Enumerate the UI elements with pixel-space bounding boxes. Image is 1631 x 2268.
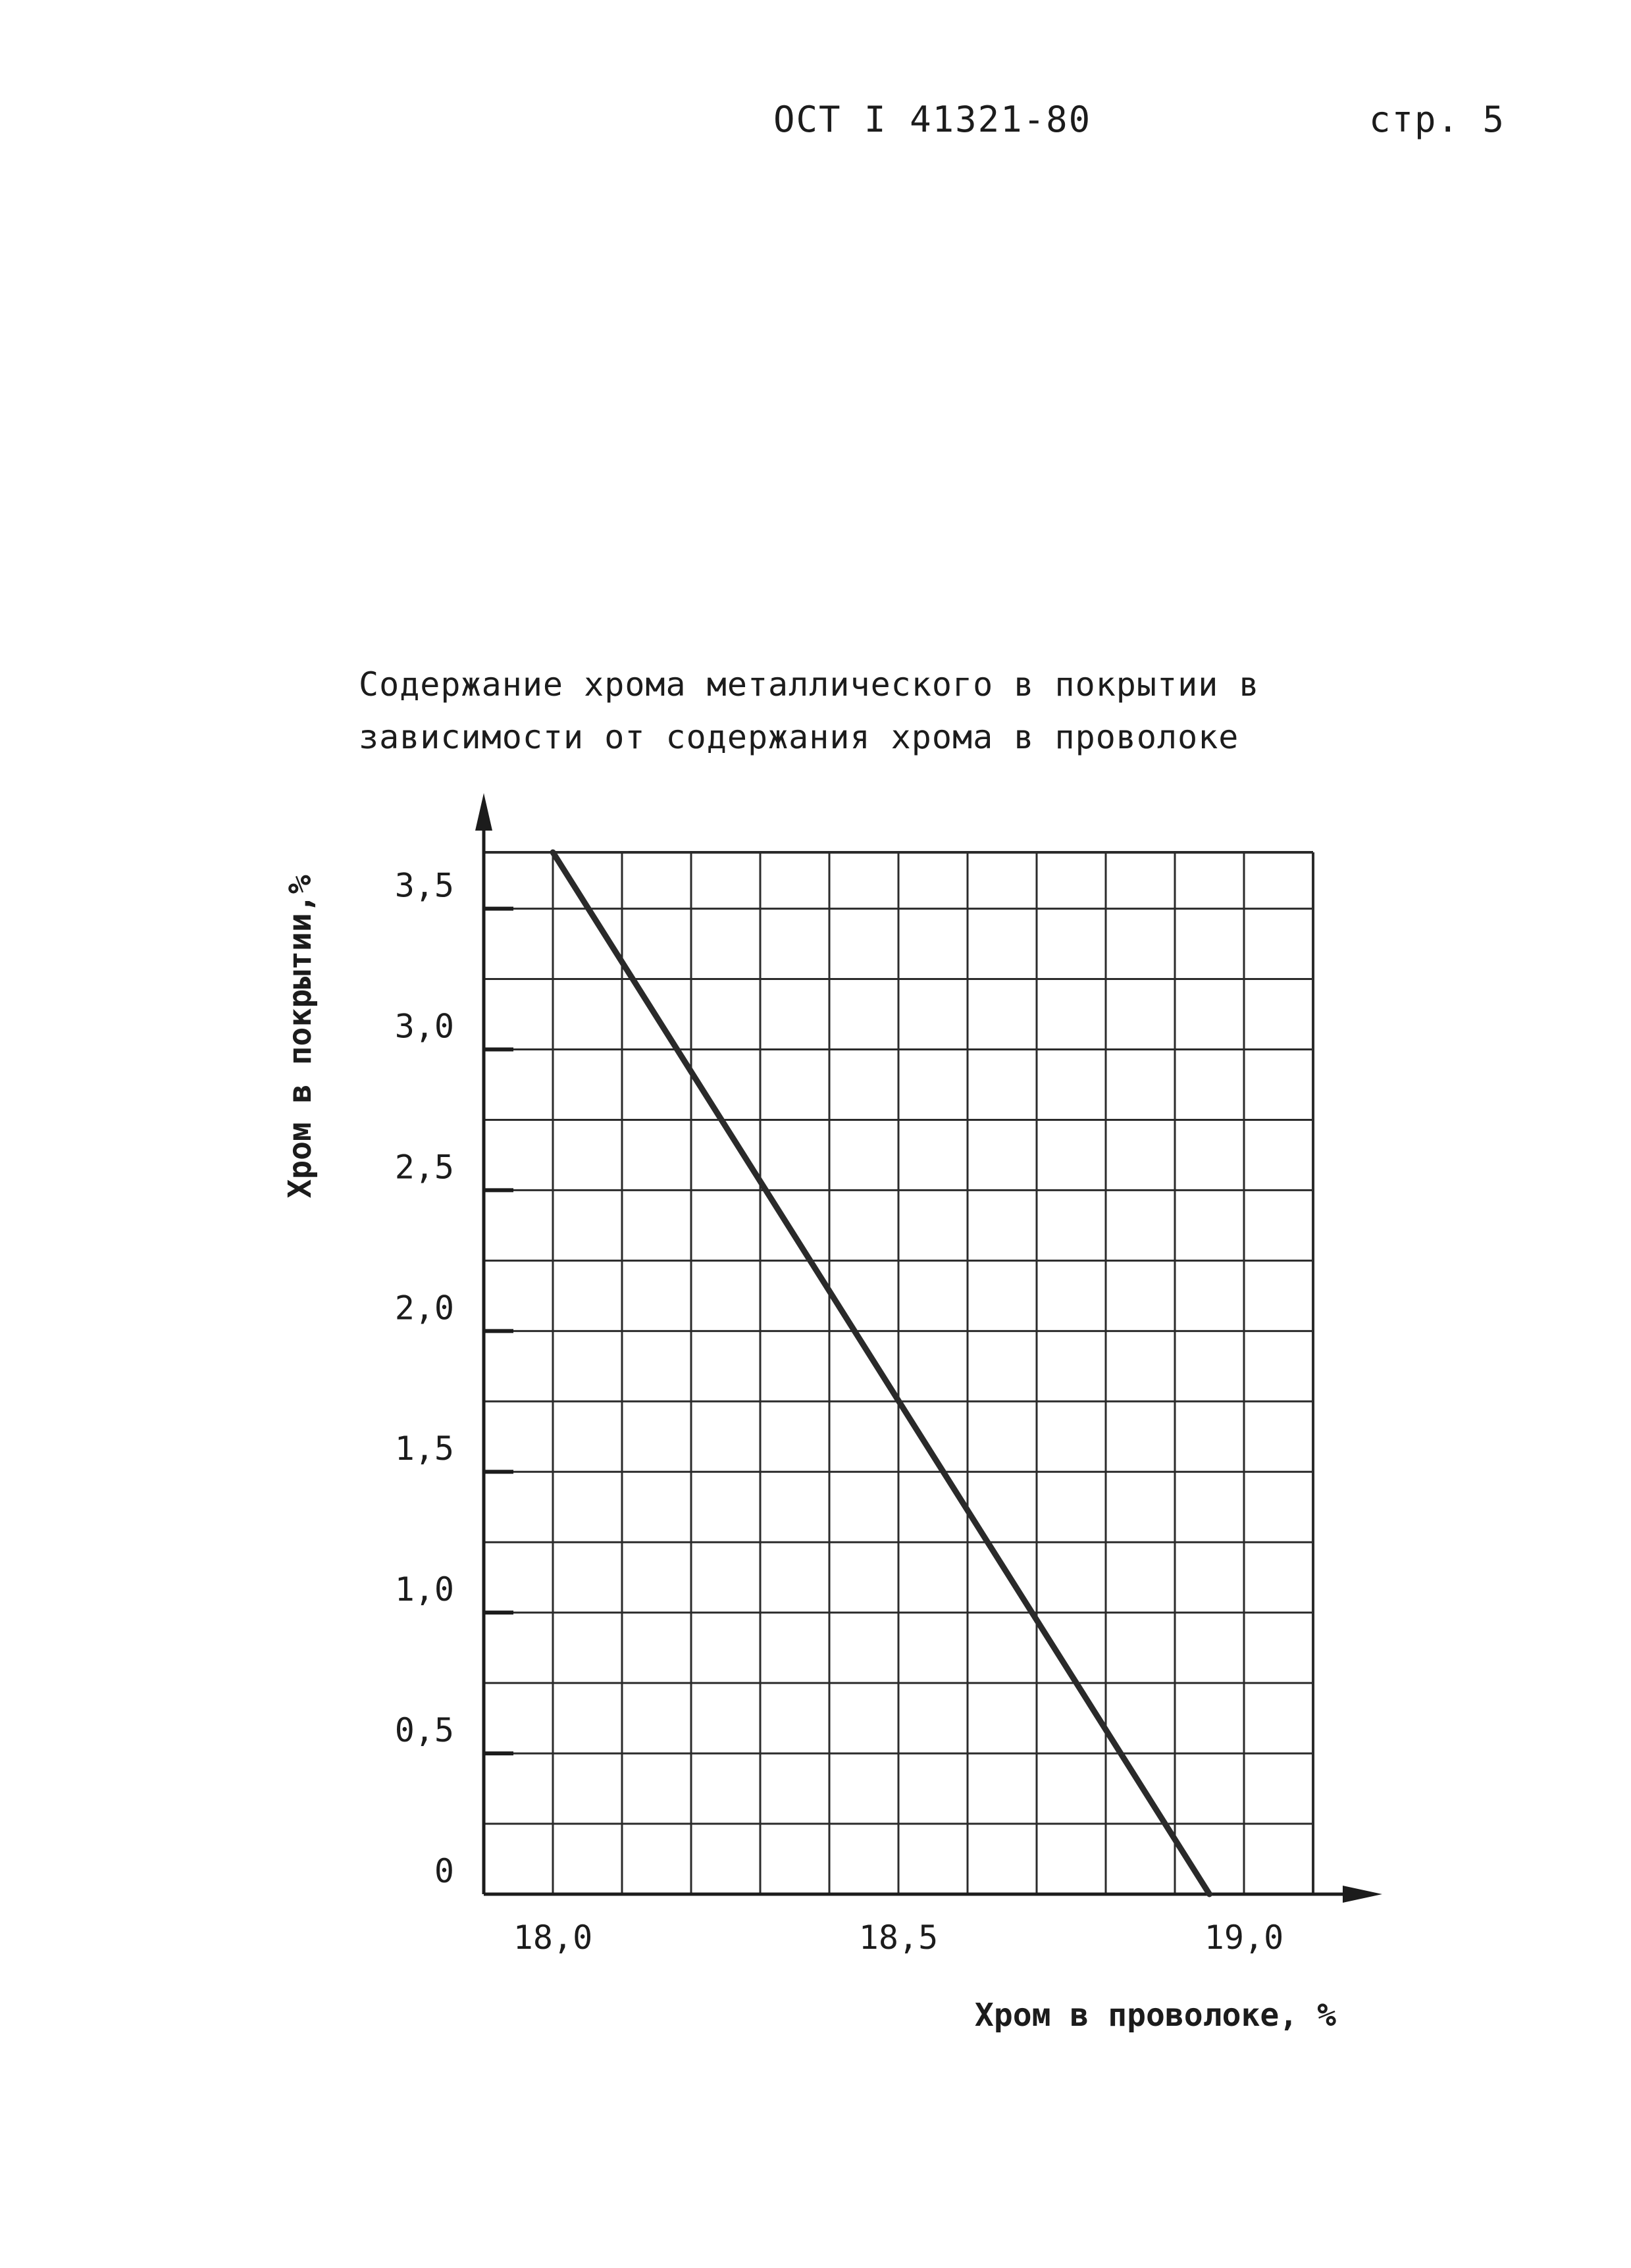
chart-grid (484, 852, 1313, 1894)
y-tick-label-6: 3,0 (394, 1007, 454, 1046)
series-line-0 (553, 852, 1210, 1894)
x-axis-arrow (1343, 1886, 1382, 1903)
y-tick-label-0: 0 (434, 1852, 454, 1890)
x-tick-label-0: 18,0 (513, 1919, 593, 1957)
y-axis-label: Хром в покрытии,% (282, 875, 319, 1198)
x-tick-label-2: 19,0 (1204, 1919, 1284, 1957)
chart-axes (475, 793, 1382, 1903)
y-tick-label-4: 2,0 (394, 1289, 454, 1327)
chart-title-line-2: зависимости от содержания хрома в проволоке (359, 718, 1239, 756)
y-tick-label-1: 0,5 (394, 1711, 454, 1750)
y-tick-label-5: 2,5 (394, 1148, 454, 1187)
page-number: стр. 5 (1369, 99, 1506, 140)
x-tick-label-1: 18,5 (858, 1919, 939, 1957)
chart-ticks (395, 867, 1284, 1957)
y-tick-label-7: 3,5 (394, 866, 454, 905)
x-axis-label: Хром в проволоке, % (974, 1997, 1336, 2034)
chart-series (553, 852, 1210, 1894)
y-tick-label-3: 1,5 (394, 1430, 454, 1468)
document-code: ОСТ I 41321-80 (773, 99, 1092, 140)
y-axis-arrow (475, 793, 492, 831)
y-tick-label-2: 1,0 (394, 1570, 454, 1609)
chart-title-line-1: Содержание хрома металлического в покрытии в (359, 665, 1260, 704)
